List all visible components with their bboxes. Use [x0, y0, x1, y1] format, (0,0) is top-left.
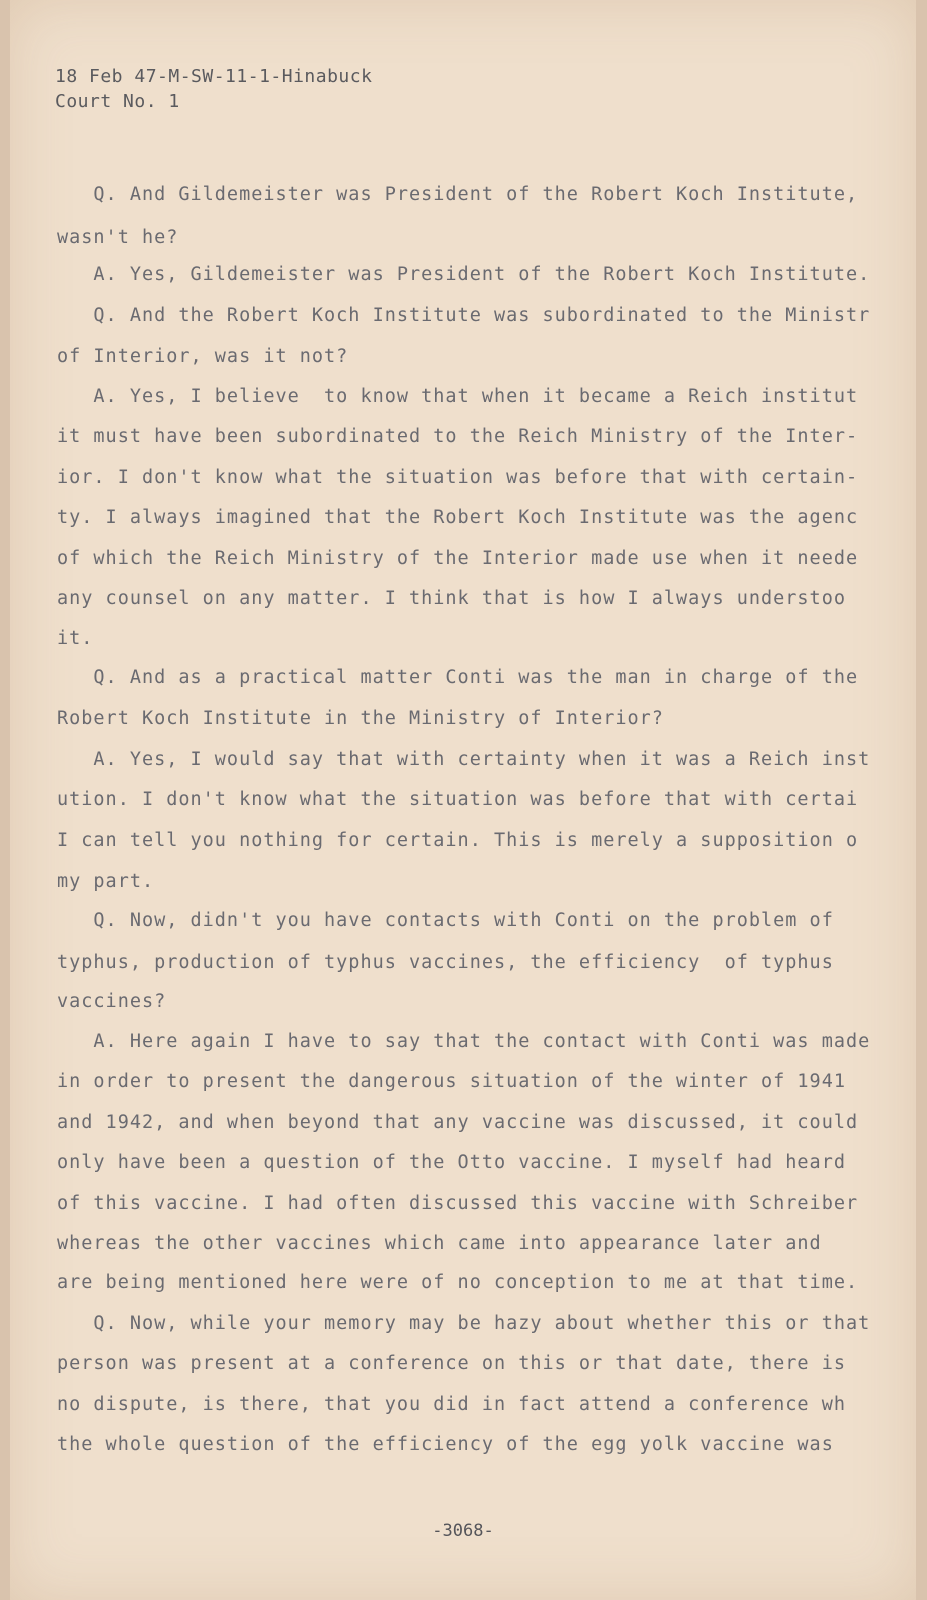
text-line: A. Yes, I believe to know that when it became a Reich institut: [57, 386, 859, 407]
text-line: it must have been subordinated to the Reich Ministry of the Inter-: [57, 426, 859, 447]
header-date-line: 18 Feb 47-M-SW-11-1-Hinabuck: [55, 66, 373, 87]
text-line: whereas the other vaccines which came into appearance later and: [57, 1233, 822, 1254]
text-line: my part.: [57, 871, 155, 892]
text-line: typhus, production of typhus vaccines, the efficiency of typhus: [57, 952, 834, 973]
text-line: Q. And the Robert Koch Institute was subordinated to the Ministr: [57, 305, 871, 326]
text-line: A. Yes, I would say that with certainty when it was a Reich inst: [57, 749, 871, 770]
text-line: ty. I always imagined that the Robert Koch Institute was the agenc: [57, 507, 859, 528]
text-line: Q. Now, didn't you have contacts with Conti on the problem of: [57, 910, 834, 931]
text-line: are being mentioned here were of no conception to me at that time.: [57, 1272, 859, 1293]
text-line: ior. I don't know what the situation was before that with certain-: [57, 467, 859, 488]
text-line: no dispute, is there, that you did in fact attend a conference wh: [57, 1394, 846, 1415]
text-line: Robert Koch Institute in the Ministry of Interior?: [57, 708, 664, 729]
text-line: wasn't he?: [57, 227, 179, 248]
document-header: [55, 64, 372, 114]
text-line: of this vaccine. I had often discussed this vaccine with Schreiber: [57, 1193, 859, 1214]
text-line: person was present at a conference on this or that date, there is: [57, 1353, 846, 1374]
text-line: A. Here again I have to say that the contact with Conti was made: [57, 1031, 871, 1052]
text-line: it.: [57, 628, 94, 649]
text-line: of which the Reich Ministry of the Interior made use when it neede: [57, 548, 859, 569]
text-line: only have been a question of the Otto vaccine. I myself had heard: [57, 1152, 846, 1173]
header-court-line: Court No. 1: [55, 91, 180, 112]
text-line: in order to present the dangerous situation of the winter of 1941: [57, 1071, 846, 1092]
text-line: Q. And Gildemeister was President of the Robert Koch Institute,: [57, 184, 859, 205]
text-line: the whole question of the efficiency of the egg yolk vaccine was: [57, 1434, 834, 1455]
document-page: [10, 0, 916, 1600]
text-line: any counsel on any matter. I think that is how I always understoo: [57, 588, 846, 609]
text-line: vaccines?: [57, 991, 167, 1012]
text-line: Q. Now, while your memory may be hazy about whether this or that: [57, 1313, 871, 1334]
page-number: -3068-: [432, 1521, 494, 1541]
text-line: I can tell you nothing for certain. This is merely a supposition o: [57, 830, 859, 851]
text-line: of Interior, was it not?: [57, 346, 349, 367]
text-line: ution. I don't know what the situation was before that with certai: [57, 789, 859, 810]
text-line: Q. And as a practical matter Conti was the man in charge of the: [57, 667, 859, 688]
text-line: and 1942, and when beyond that any vaccine was discussed, it could: [57, 1112, 859, 1133]
text-line: A. Yes, Gildemeister was President of the Robert Koch Institute.: [57, 264, 871, 285]
